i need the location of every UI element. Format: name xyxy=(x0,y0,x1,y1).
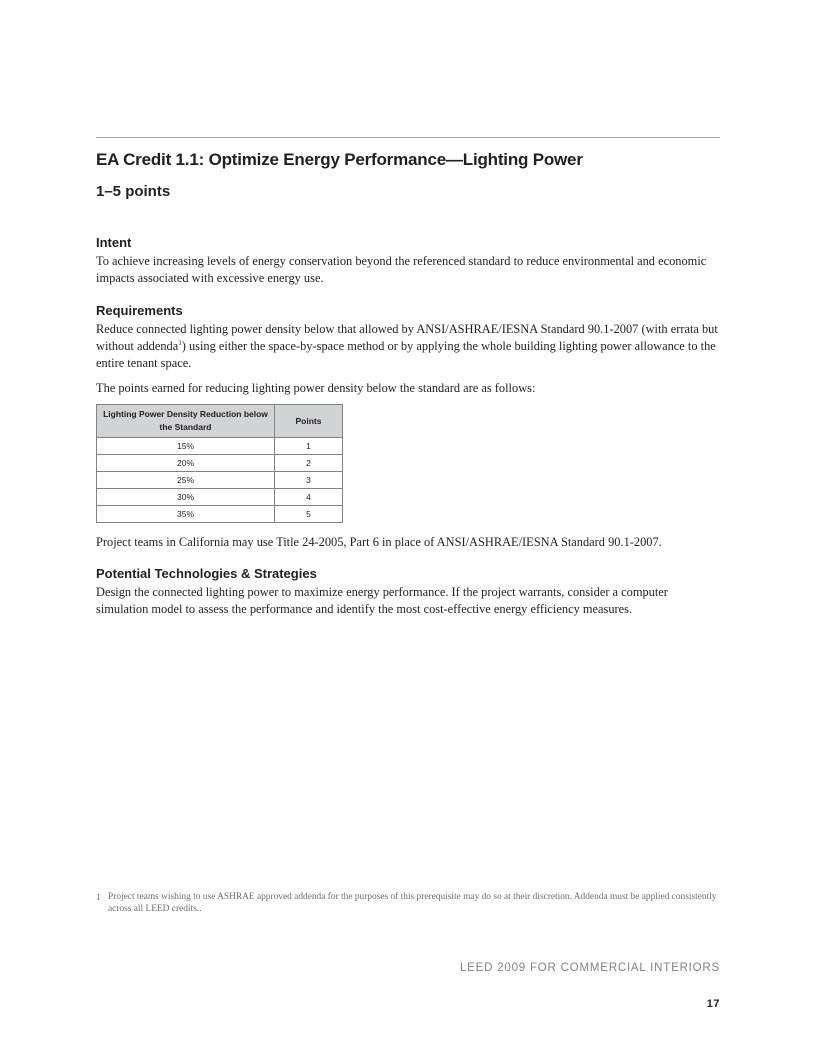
running-footer: LEED 2009 FOR COMMERCIAL INTERIORS xyxy=(459,962,720,974)
footnote-reference: 1 xyxy=(178,339,182,347)
table-row xyxy=(97,472,343,489)
table-cell-reduction: 30% xyxy=(97,489,275,506)
table-cell-reduction: 25% xyxy=(97,472,275,489)
table-header-row xyxy=(97,405,343,438)
requirements-text-part2: ) using either the space-by-space method or by applying the whole building lighting power allowance to the entire tenant space. xyxy=(96,339,716,370)
table-header-points: Points xyxy=(275,405,343,438)
california-note: Project teams in California may use Title 24-2005, Part 6 in place of ANSI/ASHRAE/IESNA Standard 90.1-2007. xyxy=(96,535,662,549)
footnote-text: Project teams wishing to use ASHRAE approved addenda for the purposes of this prerequisite may do so at their discretion. Addenda must be applied consistently across all LEED credits.. xyxy=(108,892,717,914)
points-table xyxy=(96,404,343,523)
table-cell-reduction: 20% xyxy=(97,455,275,472)
requirements-heading: Requirements xyxy=(96,303,183,318)
footnote-number: 1 xyxy=(96,892,101,902)
table-cell-points: 3 xyxy=(275,472,343,489)
requirements-text xyxy=(96,321,720,372)
header-rule xyxy=(96,137,720,138)
page-title: EA Credit 1.1: Optimize Energy Performance—Lighting Power xyxy=(96,150,583,169)
table-row xyxy=(97,455,343,472)
table-cell-points: 5 xyxy=(275,506,343,523)
table-cell-points: 2 xyxy=(275,455,343,472)
table-cell-reduction: 35% xyxy=(97,506,275,523)
credit-points: 1–5 points xyxy=(96,183,171,200)
table-cell-reduction: 15% xyxy=(97,438,275,455)
table-cell-points: 4 xyxy=(275,489,343,506)
strategies-text: Design the connected lighting power to maximize energy performance. If the project warrants, consider a computer simulation model to assess the performance and identify the most cost-effective energy efficiency measures. xyxy=(96,585,668,616)
table-header-reduction: Lighting Power Density Reduction below the Standard xyxy=(97,405,275,438)
strategies-heading: Potential Technologies & Strategies xyxy=(96,566,317,581)
table-row xyxy=(97,438,343,455)
table-cell-points: 1 xyxy=(275,438,343,455)
points-intro: The points earned for reducing lighting power density below the standard are as follows: xyxy=(96,381,536,395)
page-number: 17 xyxy=(706,998,720,1010)
intent-text: To achieve increasing levels of energy conservation beyond the referenced standard to reduce environmental and economic impacts associated with excessive energy use. xyxy=(96,254,707,285)
intent-heading: Intent xyxy=(96,235,132,250)
requirements-text-part1: Reduce connected lighting power density below that allowed by ANSI/ASHRAE/IESNA Standard 90.1-2007 (with errata but without addenda xyxy=(96,322,718,353)
table-row xyxy=(97,506,343,523)
table-row xyxy=(97,489,343,506)
